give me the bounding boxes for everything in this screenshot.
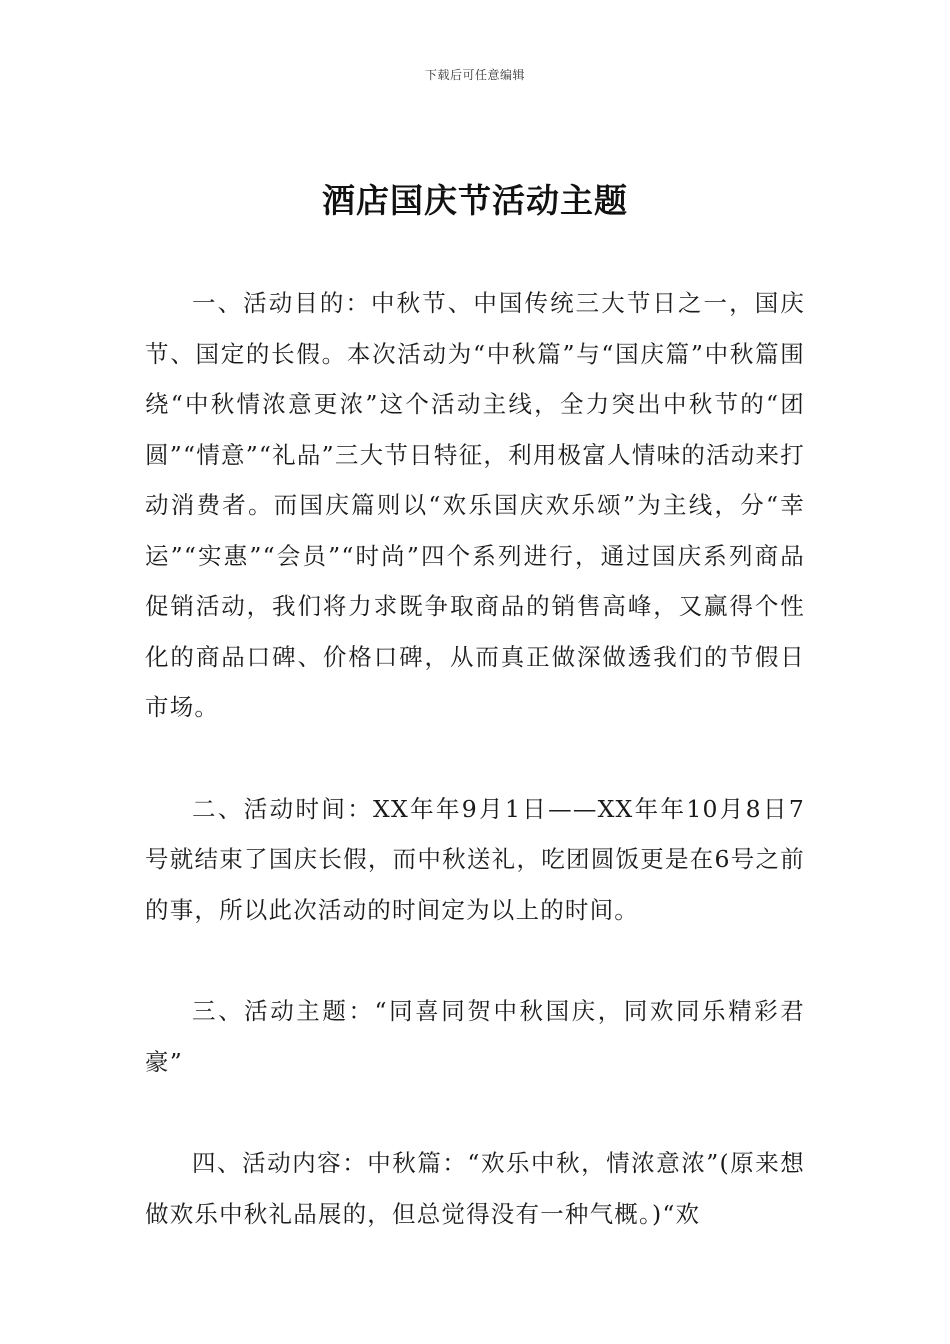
page-header-note: 下载后可任意编辑 [424, 68, 525, 82]
document-body [145, 278, 805, 1239]
paragraph-activity-content: 四、活动内容：中秋篇：“欢乐中秋，情浓意浓”(原来想做欢乐中秋礼品展的，但总觉得没有一种气概。)“欢 [145, 1149, 805, 1228]
document-title: 酒店国庆节活动主题 [322, 181, 628, 220]
paragraph-activity-time: 二、活动时间：XX年年9月1日——XX年年10月8日7号就结束了国庆长假，而中秋送礼，吃团圆饭更是在6号之前的事，所以此次活动的时间定为以上的时间。 [145, 794, 805, 924]
paragraph-activity-purpose: 一、活动目的：中秋节、中国传统三大节日之一，国庆节、国定的长假。本次活动为“中秋篇”与“国庆篇”中秋篇围绕“中秋情浓意更浓”这个活动主线，全力突出中秋节的“团圆”“情意”“礼品”三大节日特征，利用极富人情味的活动来打动消费者。而国庆篇则以“欢乐国庆欢乐颂”为主线，分“幸运”“实惠”“会员”“时尚”四个系列进行，通过国庆系列商品促销活动，我们将力求既争取商品的销售高峰，又赢得个性化的商品口碑、价格口碑，从而真正做深做透我们的节假日市场。 [145, 289, 805, 721]
paragraph-activity-theme: 三、活动主题：“同喜同贺中秋国庆，同欢同乐精彩君豪” [145, 997, 805, 1076]
